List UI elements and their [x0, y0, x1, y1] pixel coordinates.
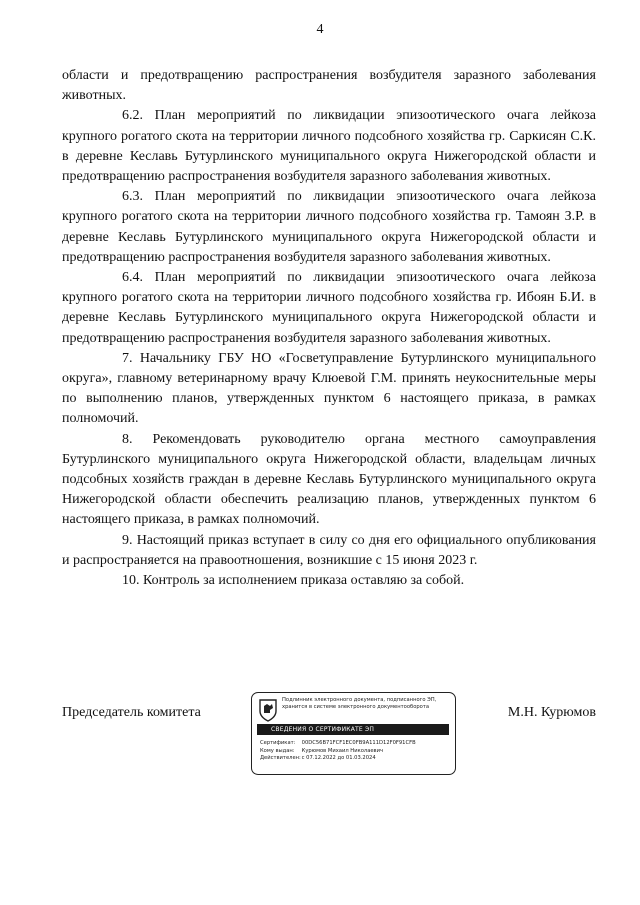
- paragraph-continuation: области и предотвращению распространения возбудителя заразного заболевания животных.: [62, 68, 596, 104]
- coat-of-arms-icon: [258, 698, 278, 722]
- paragraph-6-4: 6.4. План мероприятий по ликвидации эпизоотического очага лейкоза крупного рогатого скота на территории личного подсобного хозяйства гр. Ибоян Б.И. в деревне Кеславь Бутурлинского муниципального округа Нижегородской области и предотвращению распространения возбудителя заразного заболевания животных.: [62, 270, 596, 346]
- paragraph-9: 9. Настоящий приказ вступает в силу со дня его официального опубликования и распространяется на правоотношения, возникшие с 15 июня 2023 г.: [62, 532, 596, 568]
- document-body: [62, 66, 596, 591]
- issued-to-value: Курюмов Михаил Николаевич: [301, 747, 384, 754]
- stamp-details: [260, 740, 452, 763]
- valid-value: с 07.12.2022 до 01.03.2024: [301, 755, 376, 761]
- paragraph-6-3: 6.3. План мероприятий по ликвидации эпизоотического очага лейкоза крупного рогатого скота на территории личного подсобного хозяйства гр. Тамоян З.Р. в деревне Кеславь Бутурлинского муниципального округа Нижегородской области и предотвращению распространения возбудителя заразного заболевания животных.: [62, 189, 596, 265]
- certificate-label: Сертификат:: [260, 740, 296, 746]
- page-number: 4: [316, 22, 324, 37]
- certificate-value: 00DC56B71FCF1EC0FB9A111D12F0F91CFB: [301, 740, 416, 746]
- certificate-row: [260, 740, 452, 748]
- valid-row: [260, 755, 452, 763]
- stamp-banner: СВЕДЕНИЯ О СЕРТИФИКАТЕ ЭП: [257, 724, 449, 735]
- stamp-caption: Подлинник электронного документа, подписанного ЭП, хранится в системе электронного документооборота: [282, 697, 437, 710]
- paragraph-7: 7. Начальнику ГБУ НО «Госветуправление Бутурлинского муниципального округа», главному ветеринарному врачу Клюевой Г.М. принять неукоснительные меры по выполнению планов, утвержденных пунктом 6 настоящего приказа, в рамках полномочий.: [62, 350, 596, 427]
- paragraph-10: 10. Контроль за исполнением приказа оставляю за собой.: [122, 573, 465, 589]
- electronic-signature-stamp: [251, 692, 456, 775]
- valid-label: Действителен:: [260, 755, 301, 761]
- issued-to-label: Кому выдан:: [260, 747, 295, 754]
- signatory-title: Председатель комитета: [62, 705, 201, 720]
- paragraph-8: 8. Рекомендовать руководителю органа местного самоуправления Бутурлинского муниципального округа Нижегородской области, владельцам личных подсобных хозяйств граждан в деревне Кеславь Бутурлинского муниципального округа Нижегородской области обеспечить реализацию планов, утвержденных пунктом 6 настоящего приказа, в рамках полномочий.: [62, 431, 596, 528]
- signatory-name: М.Н. Курюмов: [507, 705, 596, 720]
- issued-to-row: [260, 748, 452, 756]
- paragraph-6-2: 6.2. План мероприятий по ликвидации эпизоотического очага лейкоза крупного рогатого скота на территории личного подсобного хозяйства гр. Саркисян С.К. в деревне Кеславь Бутурлинского муниципального округа Нижегородской области и предотвращению распространения возбудителя заразного заболевания животных.: [62, 108, 596, 185]
